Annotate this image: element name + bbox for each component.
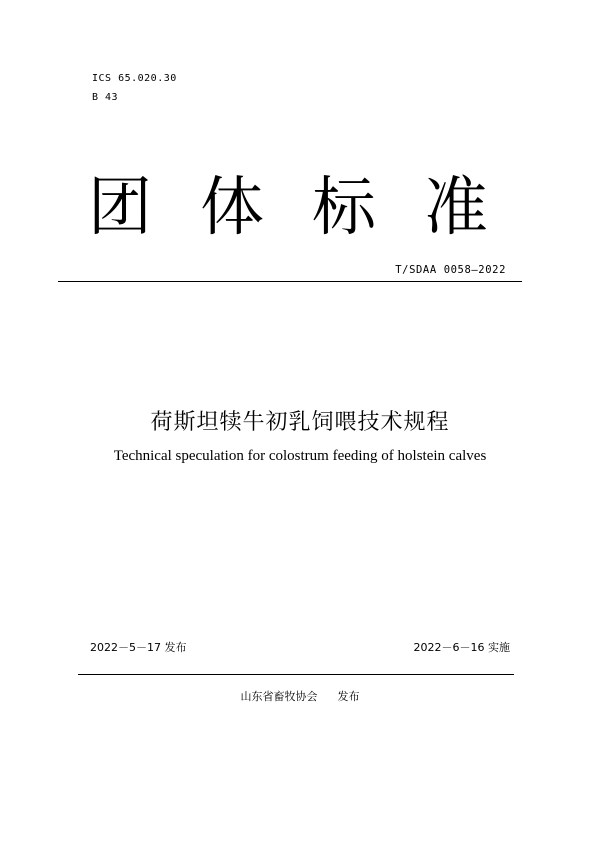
document-subtitle-english: Technical speculation for colostrum feeding of holstein calves [113, 448, 487, 464]
publisher-action: 发布 [337, 690, 360, 703]
banner-char: 准 [424, 171, 488, 245]
banner-char: 标 [312, 171, 376, 245]
publisher-org: 山东省畜牧协会 [240, 690, 318, 703]
banner-char: 体 [200, 171, 264, 245]
standard-number: T/SDAA 0058—2022 [395, 264, 506, 276]
ccs-code: B 43 [92, 92, 119, 103]
document-title: 荷斯坦犊牛初乳饲喂技术规程 [150, 410, 450, 435]
banner-char: 团 [88, 171, 152, 245]
implementation-date: 2022－6－16 实施 [413, 641, 510, 654]
standard-type-banner [88, 168, 488, 248]
top-divider [58, 281, 522, 282]
bottom-divider [78, 674, 514, 675]
ics-code: ICS 65.020.30 [92, 73, 177, 84]
issue-date: 2022－5－17 发布 [90, 641, 187, 654]
publisher-line [0, 688, 600, 704]
